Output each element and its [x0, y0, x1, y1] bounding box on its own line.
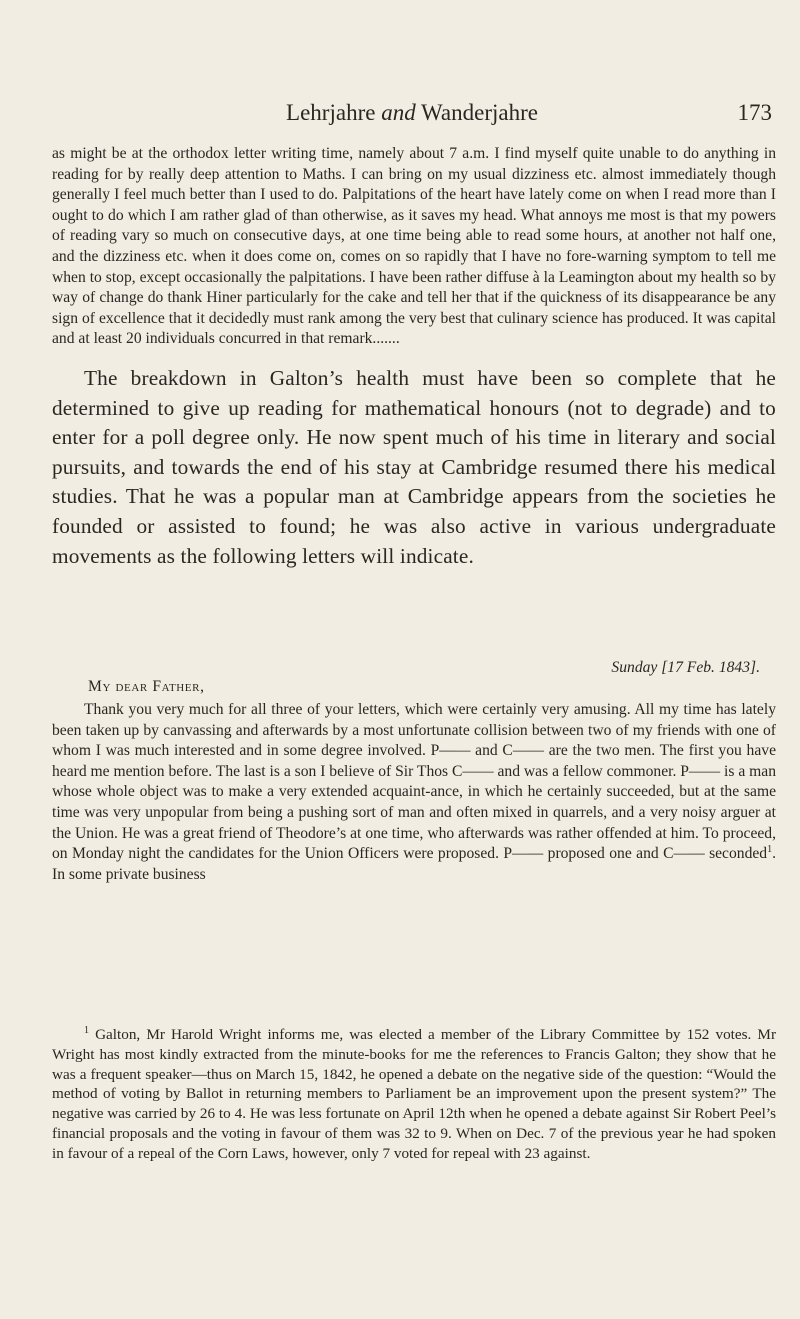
footnote-section	[52, 1025, 776, 1164]
letter-continuation	[52, 144, 776, 350]
letter-salutation: My dear Father,	[88, 678, 205, 695]
title-part-2: Wanderjahre	[421, 100, 538, 125]
letter-paragraph	[52, 700, 776, 885]
letter-date: [17 Feb. 1843].	[661, 659, 760, 676]
letter-paragraph-top: as might be at the orthodox letter writing time, namely about 7 a.m. I find myself quite unable to do anything in reading for by really deep attention to Maths. I can bring on my usual dizziness etc. almost immediately though generally I feel much better than I used to do. Palpitations of the heart have lately come on when I read more than I ought to do which I am rather glad of than otherwise, as it saves my head. What annoys me most is that my powers of reading vary so much on consecutive days, at one time being able to read some hours, at another not half one, and the dizziness etc. when it does come on, comes on so rapidly that I have no fore-warning symptom to tell me when to stop, except occasionally the palpitations. I have been rather diffuse à la Leamington about my health so by way of change do thank Hiner particularly for the cake and tell her that if the quickness of its disappearance be any sign of excellence that it decidedly must rank among the very best that culinary science has produced. It was capital and at least 20 individuals concurred in that remark.......	[52, 145, 776, 348]
letter-dateline	[611, 659, 760, 677]
running-header	[52, 100, 772, 136]
title-conjunction: and	[381, 100, 416, 125]
footnote-paragraph	[52, 1025, 776, 1164]
running-title	[52, 100, 772, 126]
page-number: 173	[737, 100, 772, 125]
footnote-mark: 1	[84, 1024, 89, 1036]
letter-body-end: . In some private business	[52, 845, 776, 883]
footnote-text: Galton, Mr Harold Wright informs me, was elected a member of the Library Committee by 152 votes. Mr Wright has most kindly extracted from the minute-books for me the references to Francis Galton; they show that he was a frequent speaker—thus on March 15, 1842, he opened a debate on the negative side of the question: “Would the method of voting by Ballot in returning members to Parliament be an improvement upon the present system?” The negative was carried by 26 to 4. He was less fortunate on April 12th when he opened a debate against Sir Robert Peel’s financial proposals and the voting in favour of them was 32 to 9. When on Dec. 7 of the previous year he had spoken in favour of a repeal of the Corn Laws, however, only 7 voted for repeal with 23 against.	[52, 1026, 776, 1162]
letter-body	[52, 700, 776, 885]
letter-date-day: Sunday	[611, 659, 658, 676]
narrative-paragraph: The breakdown in Galton’s health must have been so complete that he determined to give up reading for mathematical honours (not to degrade) and to enter for a poll degree only. He now spent much of his time in literary and social pursuits, and towards the end of his stay at Cambridge resumed there his medical studies. That he was a popular man at Cambridge appears from the societies he founded or assisted to found; he was also active in various undergraduate movements as the following letters will indicate.	[52, 366, 776, 568]
letter-body-text: Thank you very much for all three of your letters, which were certainly very amusing. All my time has lately been taken up by canvassing and afterwards by a most unfortunate collision between two of my friends with one of whom I was much interested and in some degree involved. P—— and C—— are the two men. The first you have heard me mention before. The last is a son I believe of Sir Thos C—— and was a fellow commoner. P—— is a man whose whole object was to make a very extended acquaint-ance, in which he certainly succeeded, but at the same time was very unpopular from being a pushing sort of man and often mixed in quarrels, and a very noisy arguer at the Union. He was a great friend of Theodore’s at one time, who afterwards was rather offended at him. To proceed, on Monday night the candidates for the Union Officers were proposed. P—— proposed one and C—— seconded	[52, 701, 776, 863]
narrative-section	[52, 364, 776, 571]
footnote-reference: 1	[767, 843, 773, 855]
title-part-1: Lehrjahre	[286, 100, 376, 125]
